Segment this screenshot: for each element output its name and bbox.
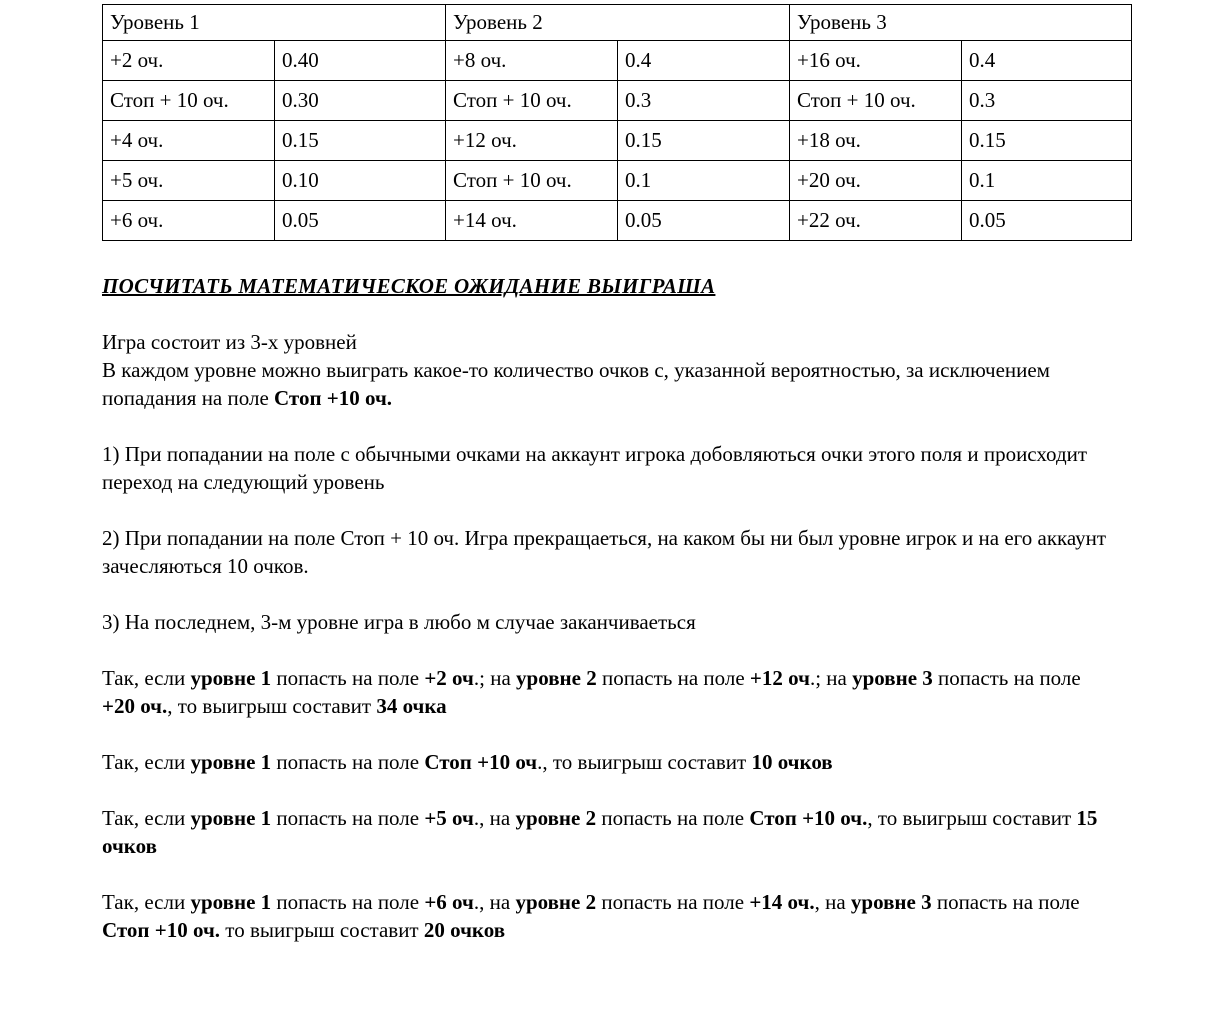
level-1-outcome-cell: Стоп + 10 оч. <box>103 81 275 121</box>
text-segment: , то выигрыш составит <box>167 694 377 718</box>
level-3-outcome-cell: +22 оч. <box>790 201 962 241</box>
level-1-probability-cell: 0.15 <box>275 121 446 161</box>
text-segment: , на <box>814 890 851 914</box>
paragraph <box>102 888 1114 944</box>
table-row <box>103 161 1132 201</box>
level-2-probability-cell: 0.05 <box>618 201 790 241</box>
level-1-probability-cell: 0.10 <box>275 161 446 201</box>
bold-text-segment: +6 оч <box>424 890 474 914</box>
level-3-outcome-cell: Стоп + 10 оч. <box>790 81 962 121</box>
text-segment: попасть на поле <box>271 666 425 690</box>
bold-text-segment: уровне 1 <box>190 750 272 774</box>
text-segment: попасть на поле <box>271 750 425 774</box>
level-3-outcome-cell: +20 оч. <box>790 161 962 201</box>
text-segment: В каждом уровне можно выиграть какое-то количество очков с, указанной вероятностью, за исключением попадания на поле <box>102 358 1050 410</box>
bold-text-segment: +20 оч. <box>102 694 168 718</box>
level-3-probability-cell: 0.15 <box>962 121 1132 161</box>
task-heading: ПОСЧИТАТЬ МАТЕМАТИЧЕСКОЕ ОЖИДАНИЕ ВЫИГРАША <box>102 274 716 298</box>
text-segment: попасть на поле <box>931 890 1080 914</box>
level-2-outcome-cell: +8 оч. <box>446 41 618 81</box>
paragraph <box>102 608 1114 636</box>
text-segment: попасть на поле <box>596 890 750 914</box>
text-segment: ., на <box>473 890 516 914</box>
paragraph <box>102 328 1114 356</box>
body-text <box>102 328 1114 944</box>
level-2-probability-cell: 0.3 <box>618 81 790 121</box>
text-segment: попасть на поле <box>596 666 750 690</box>
table-row <box>103 121 1132 161</box>
level-1-probability-cell: 0.40 <box>275 41 446 81</box>
bold-text-segment: уровне 2 <box>516 666 597 690</box>
probability-table <box>102 4 1132 241</box>
text-segment: то выигрыш составит <box>220 918 424 942</box>
text-segment: Так, если <box>102 806 191 830</box>
bold-text-segment: +12 оч <box>749 666 810 690</box>
text-segment: Так, если <box>102 750 191 774</box>
bold-text-segment: уровне 3 <box>850 890 932 914</box>
level-2-outcome-cell: +14 оч. <box>446 201 618 241</box>
text-segment: 1) При попадании на поле с обычными очками на аккаунт игрока добовляються очки этого поля и происходит переход на следующий уровень <box>102 442 1088 494</box>
text-segment: попасть на поле <box>271 806 425 830</box>
text-segment: , то выигрыш составит <box>867 806 1077 830</box>
table-row <box>103 41 1132 81</box>
level-3-header: Уровень 3 <box>790 5 1132 41</box>
bold-text-segment: +5 оч <box>424 806 474 830</box>
bold-text-segment: уровне 2 <box>515 806 597 830</box>
level-1-outcome-cell: +6 оч. <box>103 201 275 241</box>
level-2-outcome-cell: +12 оч. <box>446 121 618 161</box>
paragraph <box>102 524 1114 580</box>
bold-text-segment: +2 оч <box>424 666 474 690</box>
level-3-outcome-cell: +18 оч. <box>790 121 962 161</box>
text-segment: попасть на поле <box>271 890 425 914</box>
table-header <box>103 5 1132 41</box>
paragraph <box>102 664 1114 720</box>
table-header-row <box>103 5 1132 41</box>
level-2-outcome-cell: Стоп + 10 оч. <box>446 81 618 121</box>
level-1-outcome-cell: +5 оч. <box>103 161 275 201</box>
level-2-probability-cell: 0.1 <box>618 161 790 201</box>
bold-text-segment: уровне 1 <box>190 890 272 914</box>
bold-text-segment: уровне 1 <box>190 806 272 830</box>
bold-text-segment: Стоп +10 оч. <box>749 806 868 830</box>
level-1-probability-cell: 0.05 <box>275 201 446 241</box>
level-2-header: Уровень 2 <box>446 5 790 41</box>
paragraph <box>102 356 1114 412</box>
text-segment: .; на <box>473 666 517 690</box>
text-segment: попасть на поле <box>932 666 1081 690</box>
table-row <box>103 201 1132 241</box>
text-segment: Игра состоит из 3-х уровней <box>102 330 357 354</box>
level-2-probability-cell: 0.4 <box>618 41 790 81</box>
level-3-outcome-cell: +16 оч. <box>790 41 962 81</box>
level-1-probability-cell: 0.30 <box>275 81 446 121</box>
table-body <box>103 41 1132 241</box>
bold-text-segment: уровне 2 <box>515 890 597 914</box>
bold-text-segment: 34 очка <box>376 694 447 718</box>
text-segment: Так, если <box>102 890 191 914</box>
level-1-header: Уровень 1 <box>103 5 446 41</box>
level-3-probability-cell: 0.05 <box>962 201 1132 241</box>
table-row <box>103 81 1132 121</box>
level-1-outcome-cell: +4 оч. <box>103 121 275 161</box>
text-segment: .; на <box>809 666 853 690</box>
text-segment: Так, если <box>102 666 191 690</box>
text-segment: ., то выигрыш составит <box>537 750 752 774</box>
level-3-probability-cell: 0.4 <box>962 41 1132 81</box>
bold-text-segment: Стоп +10 оч. <box>102 918 221 942</box>
level-3-probability-cell: 0.3 <box>962 81 1132 121</box>
bold-text-segment: 20 очков <box>423 918 506 942</box>
bold-text-segment: 10 очков <box>751 750 833 774</box>
level-3-probability-cell: 0.1 <box>962 161 1132 201</box>
bold-text-segment: +14 оч. <box>749 890 815 914</box>
document-content <box>102 4 1132 944</box>
bold-text-segment: уровне 3 <box>852 666 933 690</box>
bold-text-segment: Стоп +10 оч. <box>274 386 393 410</box>
bold-text-segment: 15 очков <box>102 806 1098 858</box>
paragraph <box>102 440 1114 496</box>
level-2-probability-cell: 0.15 <box>618 121 790 161</box>
level-1-outcome-cell: +2 оч. <box>103 41 275 81</box>
text-segment: попасть на поле <box>596 806 750 830</box>
text-segment: 2) При попадании на поле Стоп + 10 оч. Игра прекращаеться, на каком бы ни был уровне игрок и на его аккаунт зачесляються 10 очков. <box>102 526 1107 578</box>
bold-text-segment: уровне 1 <box>190 666 272 690</box>
paragraph <box>102 748 1114 776</box>
text-segment: 3) На последнем, 3-м уровне игра в любо м случае заканчиваеться <box>102 610 696 634</box>
text-segment: ., на <box>473 806 516 830</box>
level-2-outcome-cell: Стоп + 10 оч. <box>446 161 618 201</box>
bold-text-segment: Стоп +10 оч <box>424 750 538 774</box>
paragraph <box>102 804 1114 860</box>
